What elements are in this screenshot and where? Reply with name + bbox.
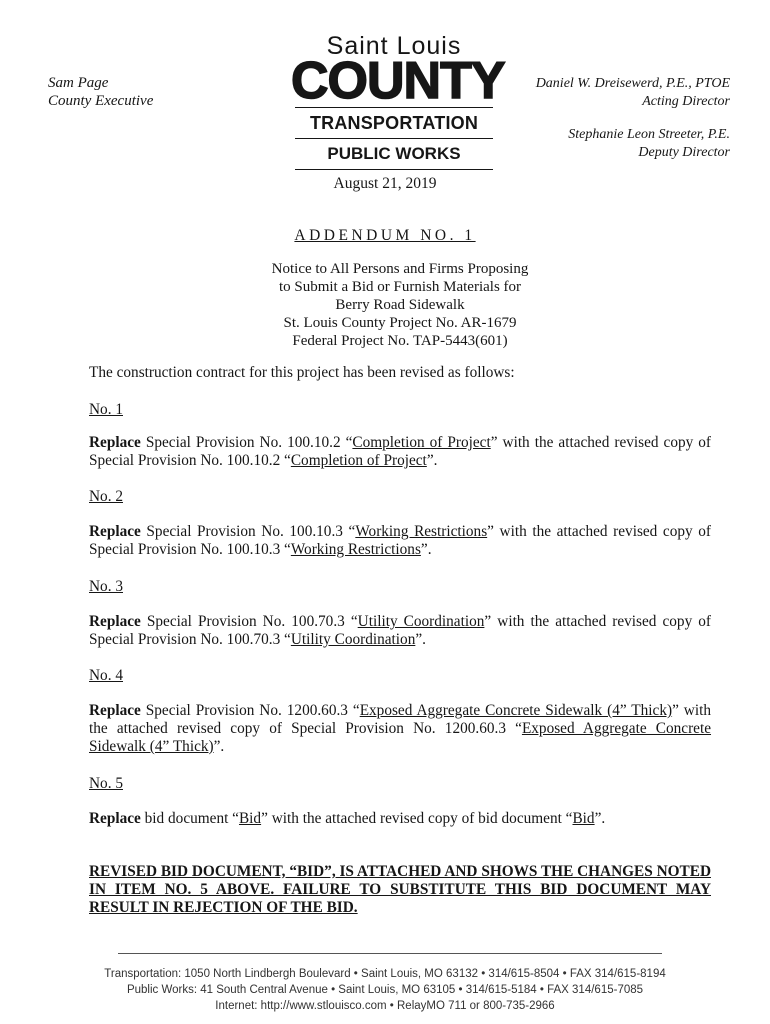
document-title: Bid [238,810,262,827]
notice-line: Berry Road Sidewalk [335,297,465,313]
item-number: No. 5 [89,775,123,792]
item-text: Replace Special Provision No. 1200.60.3 “Exposed Aggregate Concrete Sidewalk (4” Thick)” with the attached revised copy of Special Provision No. 1200.60.3 “Exposed Aggregate Concrete Sidewalk (4” Thick)”. [89,702,712,755]
saint-louis-county-logo [291,32,505,170]
provision-title: Completion of Project [290,452,427,469]
provision-title: Exposed Aggregate Concrete Sidewalk (4” Thick) [89,720,712,755]
notice-line: Notice to All Persons and Firms Proposing [271,261,529,277]
item-verb: Replace [89,702,141,719]
logo-county: COUNTY [291,52,505,110]
deputy-name: Stephanie Leon Streeter, P.E. [568,127,730,142]
letter-date: August 21, 2019 [333,175,437,192]
director-block [536,75,730,111]
provision-title: Completion of Project [352,434,491,451]
item-verb: Replace [89,523,141,540]
addendum-title: ADDENDUM NO. 1 [294,227,476,244]
item-number: No. 3 [89,578,123,595]
provision-title: Exposed Aggregate Concrete Sidewalk (4” Thick) [359,702,673,719]
logo-divider [295,138,493,139]
item-text: Replace Special Provision No. 100.10.2 “Completion of Project” with the attached revised copy of Special Provision No. 100.10.2 “Completion of Project”. [89,434,712,469]
footer-public-works-address: Public Works: 41 South Central Avenue • Saint Louis, MO 63105 • 314/615-5184 • FAX 314/615-7085 [126,984,644,996]
deputy-title: Deputy Director [638,145,730,160]
warning-notice: REVISED BID DOCUMENT, “BID”, IS ATTACHED AND SHOWS THE CHANGES NOTED IN ITEM NO. 5 ABOVE. FAILURE TO SUBSTITUTE THIS BID DOCUMENT MAY RESULT IN REJECTION OF THE BID. [89,863,711,916]
item-text: Replace Special Provision No. 100.10.3 “Working Restrictions” with the attached revised copy of Special Provision No. 100.10.3 “Working Restrictions”. [89,523,711,558]
logo-transportation: TRANSPORTATION [309,113,479,133]
item-text: Replace bid document “Bid” with the attached revised copy of bid document “Bid”. [89,810,606,827]
logo-saint-louis: Saint Louis [326,32,462,60]
item-number: No. 4 [89,667,123,684]
logo-divider [295,169,493,170]
director-name: Daniel W. Dreisewerd, P.E., PTOE [535,76,730,91]
item-number: No. 1 [89,401,123,418]
notice-block [0,260,770,350]
item-verb: Replace [89,810,141,827]
deputy-block [568,126,730,162]
item-verb: Replace [89,613,141,630]
county-executive-name: Sam Page [48,75,109,91]
provision-title: Working Restrictions [355,523,488,540]
footer-transportation-address: Transportation: 1050 North Lindbergh Boulevard • Saint Louis, MO 63132 • 314/615-8504 • FAX 314/615-8194 [104,968,666,980]
footer-divider [118,953,662,954]
director-title: Acting Director [642,94,730,109]
item-number: No. 2 [89,488,123,505]
document-title: Bid [572,810,595,827]
provision-title: Utility Coordination [357,613,485,630]
intro-text: The construction contract for this project has been revised as follows: [89,364,515,381]
provision-title: Working Restrictions [290,541,421,558]
provision-title: Utility Coordination [290,631,416,648]
county-executive-title: County Executive [48,93,154,109]
notice-line: St. Louis County Project No. AR-1679 [283,315,517,331]
notice-line: to Submit a Bid or Furnish Materials for [278,279,522,295]
notice-line: Federal Project No. TAP-5443(601) [292,333,508,349]
footer-internet: Internet: http://www.stlouisco.com • RelayMO 711 or 800-735-2966 [215,1000,555,1012]
item-verb: Replace [89,434,141,451]
item-text: Replace Special Provision No. 100.70.3 “Utility Coordination” with the attached revised copy of Special Provision No. 100.70.3 “Utility Coordination”. [89,613,712,648]
logo-public-works: PUBLIC WORKS [327,144,461,163]
